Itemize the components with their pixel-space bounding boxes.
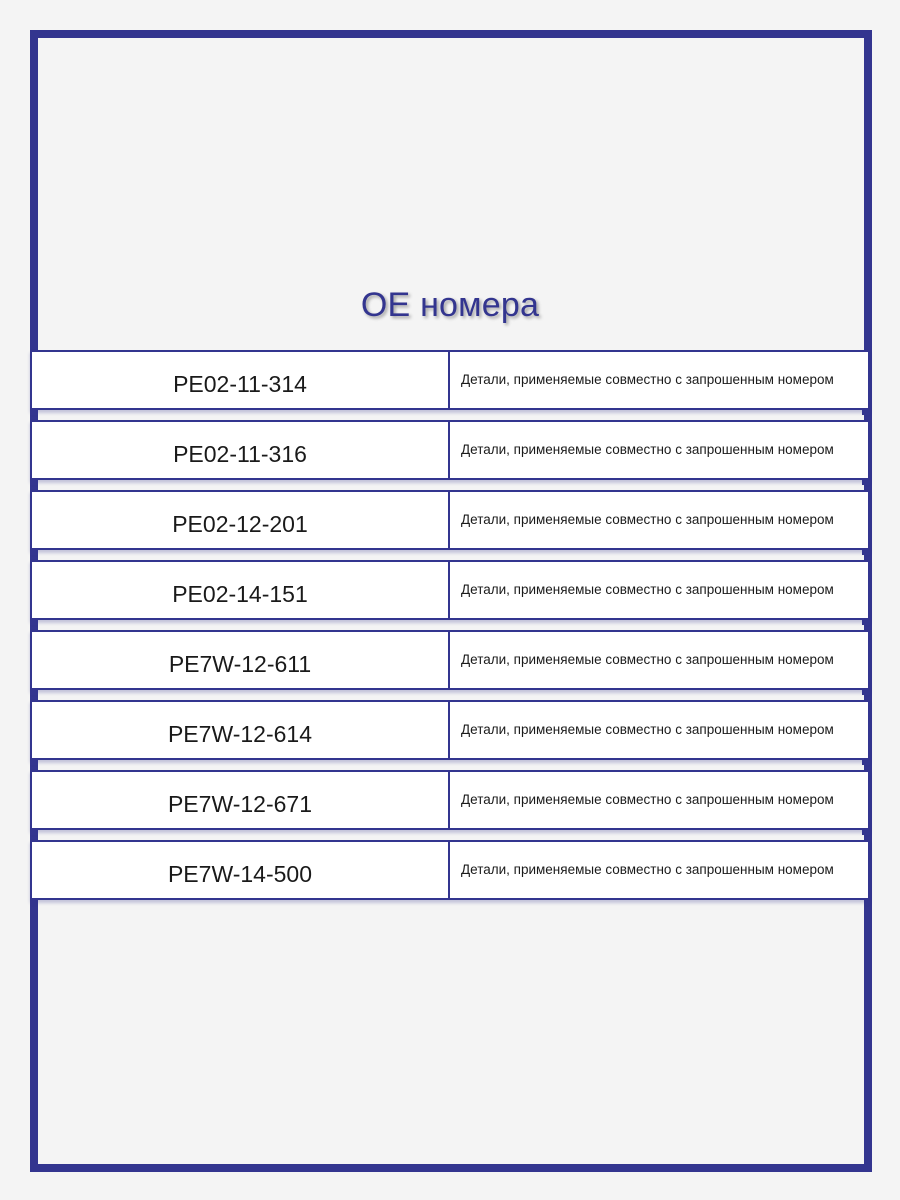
description-cell: Детали, применяемые совместно с запрошенным номером [461, 721, 834, 737]
description-cell: Детали, применяемые совместно с запрошенным номером [461, 791, 834, 807]
description-cell: Детали, применяемые совместно с запрошенным номером [461, 371, 834, 387]
description-cell: Детали, применяемые совместно с запрошенным номером [461, 861, 834, 877]
table-row [30, 490, 870, 550]
table-row [30, 350, 870, 410]
description-cell: Детали, применяемые совместно с запрошенным номером [461, 441, 834, 457]
description-cell: Детали, применяемые совместно с запрошенным номером [461, 581, 834, 597]
description-cell: Детали, применяемые совместно с запрошенным номером [461, 651, 834, 667]
oe-number-cell: PE02-11-316 [32, 422, 450, 478]
page-title: OE номера [360, 286, 540, 324]
description-cell: Детали, применяемые совместно с запрошенным номером [461, 511, 834, 527]
oe-number-cell: PE02-11-314 [32, 352, 450, 408]
oe-numbers-table [30, 350, 870, 910]
oe-number-cell: PE7W-12-611 [32, 632, 450, 688]
oe-number-cell: PE02-12-201 [32, 492, 450, 548]
table-row [30, 700, 870, 760]
oe-number-cell: PE7W-12-614 [32, 702, 450, 758]
table-row [30, 770, 870, 830]
table-row [30, 560, 870, 620]
oe-number-cell: PE7W-14-500 [32, 842, 450, 898]
table-row [30, 630, 870, 690]
table-row [30, 840, 870, 900]
table-row [30, 420, 870, 480]
oe-number-cell: PE02-14-151 [32, 562, 450, 618]
oe-number-cell: PE7W-12-671 [32, 772, 450, 828]
